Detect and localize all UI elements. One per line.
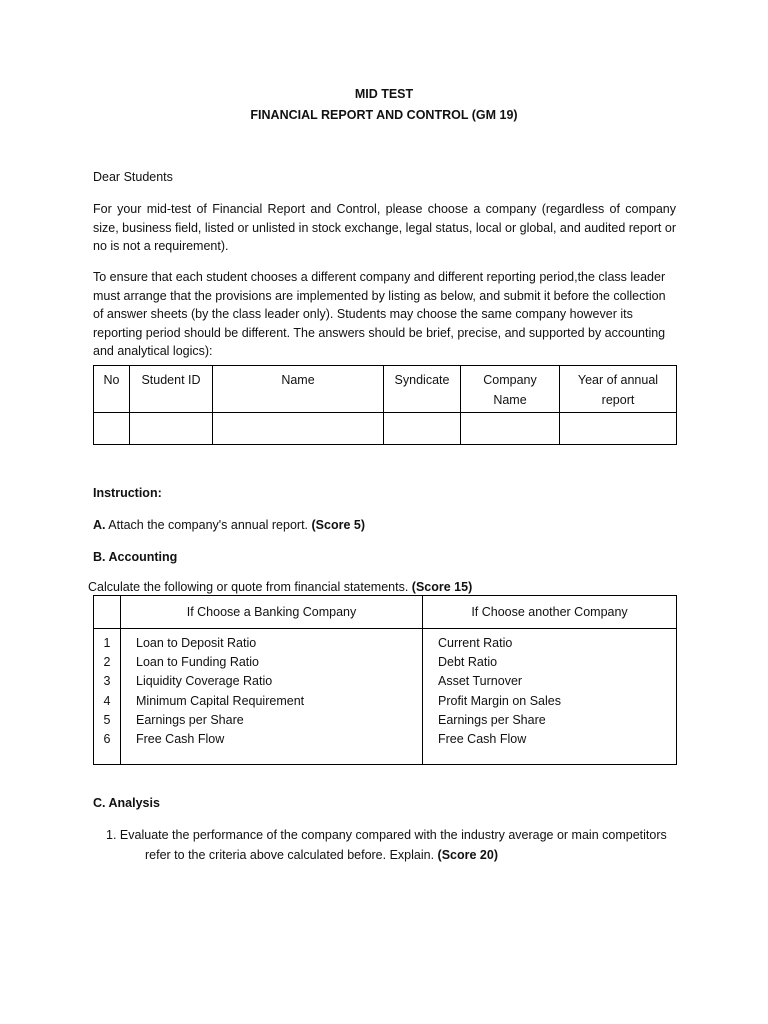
other-item: Free Cash Flow xyxy=(438,732,527,747)
instruction-a-label: A. xyxy=(93,518,106,532)
header-no: No xyxy=(94,366,130,413)
item-number: 4 xyxy=(103,693,111,708)
item-number: 1 xyxy=(103,636,111,650)
other-items-column xyxy=(423,629,677,765)
bank-item: Liquidity Coverage Ratio xyxy=(136,674,273,689)
item-number: 2 xyxy=(103,655,111,670)
accounting-heading: B. Accounting xyxy=(93,550,178,564)
other-item: Debt Ratio xyxy=(438,655,498,670)
item-number: 6 xyxy=(103,732,111,747)
bank-item: Minimum Capital Requirement xyxy=(136,693,305,708)
header-student-id: Student ID xyxy=(130,366,213,413)
intro-paragraph-2: To ensure that each student chooses a different company and different reporting period,the class leader must arrange that the provisions are implemented by listing as below, and submit it before the collection of answer sheets (by the class leader only). Students may choose the same company however its reporting period should be different. The answers should be brief, precise, and supported by accounting and analytical logics): xyxy=(93,270,666,358)
bank-items-column xyxy=(121,629,423,765)
empty-cell xyxy=(384,413,461,445)
header-year-of-annual-report: Year of annual report xyxy=(560,366,677,413)
bank-item: Loan to Funding Ratio xyxy=(136,655,260,670)
other-item: Profit Margin on Sales xyxy=(438,693,561,708)
analysis-item-1 xyxy=(106,825,680,865)
analysis-item-1-text: Evaluate the performance of the company compared with the industry average or main competitors refer to the criteria above calculated before. Explain. xyxy=(119,828,667,862)
registration-table xyxy=(93,365,677,445)
accounting-table xyxy=(93,595,677,765)
instruction-a-score: (Score 5) xyxy=(311,518,366,532)
empty-cell xyxy=(560,413,677,445)
instruction-a-text: Attach the company's annual report. xyxy=(108,518,309,532)
header-company-name: Company Name xyxy=(461,366,560,413)
other-item: Earnings per Share xyxy=(438,712,546,727)
empty-cell xyxy=(94,413,130,445)
accounting-intro xyxy=(88,578,671,597)
accounting-header-row xyxy=(94,596,677,629)
intro-paragraph-1: For your mid-test of Financial Report and Control, please choose a company (regardless of company size, business field, listed or unlisted in stock exchange, legal status, local or global, and audited report or no is not a requirement). xyxy=(93,202,676,253)
bank-header: If Choose a Banking Company xyxy=(121,596,423,629)
other-header: If Choose another Company xyxy=(423,596,677,629)
header-syndicate: Syndicate xyxy=(384,366,461,413)
header-name: Name xyxy=(213,366,384,413)
analysis-heading: C. Analysis xyxy=(93,796,160,810)
item-number: 5 xyxy=(103,712,111,727)
test-title: MID TEST xyxy=(354,87,414,101)
empty-cell xyxy=(461,413,560,445)
bank-item: Earnings per Share xyxy=(136,712,244,727)
empty-cell xyxy=(213,413,384,445)
instruction-heading: Instruction: xyxy=(93,486,162,500)
other-item: Current Ratio xyxy=(438,636,513,650)
registration-header-row xyxy=(94,366,677,413)
accounting-body-row xyxy=(94,629,677,765)
greeting: Dear Students xyxy=(93,170,173,184)
instruction-a xyxy=(93,516,676,535)
registration-empty-row xyxy=(94,413,677,445)
accounting-intro-score: (Score 15) xyxy=(411,580,473,594)
analysis-item-1-number: 1. xyxy=(106,828,117,842)
empty-cell xyxy=(130,413,213,445)
number-column xyxy=(94,629,121,765)
bank-item: Free Cash Flow xyxy=(136,732,225,747)
bank-item: Loan to Deposit Ratio xyxy=(136,636,257,650)
course-title: FINANCIAL REPORT AND CONTROL (GM 19) xyxy=(250,108,518,122)
other-item: Asset Turnover xyxy=(438,674,523,689)
accounting-header-number xyxy=(94,596,121,629)
analysis-item-1-score: (Score 20) xyxy=(437,848,498,862)
accounting-intro-text: Calculate the following or quote from financial statements. xyxy=(88,580,409,594)
item-number: 3 xyxy=(103,674,111,689)
